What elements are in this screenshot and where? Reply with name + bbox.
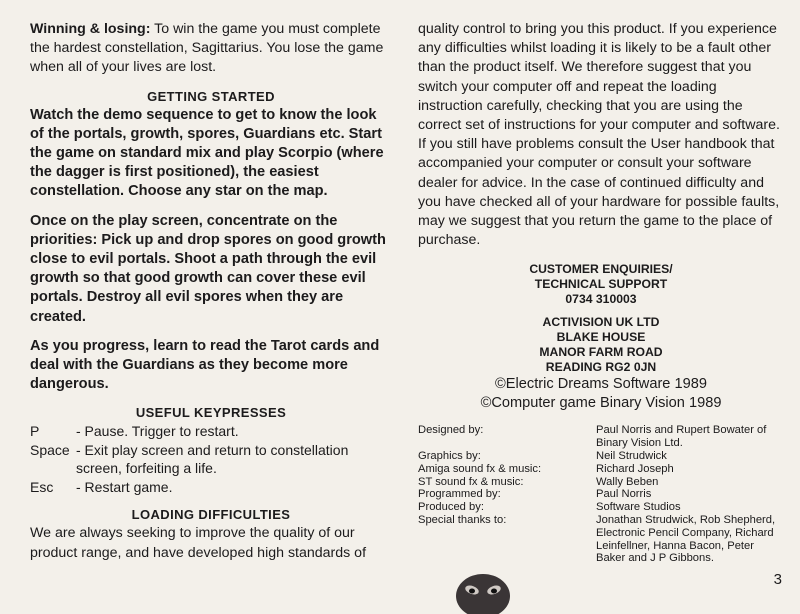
keypress-row <box>30 422 392 441</box>
winning-text: To win the game you must complete the hardest constellation, Sagittarius. You lose the game when all of your lives are lost. <box>30 21 384 76</box>
support-line: CUSTOMER ENQUIRIES/ <box>529 262 673 277</box>
address-line: BLAKE HOUSE <box>556 330 646 345</box>
credit-name: Software Studios <box>596 501 681 514</box>
credit-role: Designed by: <box>418 424 484 437</box>
loading-heading: LOADING DIFFICULTIES <box>131 507 291 523</box>
credits-list <box>418 424 784 565</box>
credit-row <box>418 501 784 514</box>
credit-role: Programmed by: <box>418 488 501 501</box>
credit-role: Amiga sound fx & music: <box>418 462 542 475</box>
credit-row <box>418 450 784 463</box>
address-block <box>418 315 784 375</box>
address-line: MANOR FARM ROAD <box>539 345 663 360</box>
credit-row <box>418 476 784 489</box>
keypress-row <box>30 441 392 478</box>
credit-row <box>418 514 784 565</box>
support-phone: 0734 310003 <box>565 292 637 307</box>
address-line: READING RG2 0JN <box>545 360 657 375</box>
support-line: TECHNICAL SUPPORT <box>534 277 668 292</box>
credit-name: Neil Strudwick <box>596 450 667 463</box>
page-number: 3 <box>773 571 782 588</box>
credit-name: Paul Norris <box>596 488 652 501</box>
winning-paragraph <box>30 20 392 78</box>
copyright-2: ©Computer game Binary Vision 1989 <box>480 394 722 411</box>
credit-role: ST sound fx & music: <box>418 475 524 488</box>
left-column <box>30 20 392 563</box>
credit-row <box>418 463 784 476</box>
credit-role: Graphics by: <box>418 450 481 463</box>
key-name: Space <box>30 441 70 458</box>
credit-row <box>418 488 784 501</box>
getting-started-para-2: Once on the play screen, concentrate on the priorities: Pick up and drop spores on good growth close to evil portals. Shoot a path through the evil growth so that good growth can cover these evil portals. Destroy all evil spores when they are created. <box>30 212 386 325</box>
guardian-mask-icon <box>452 570 514 614</box>
getting-started-para-3: As you progress, learn to read the Tarot cards and deal with the Guardians as they become more dangerous. <box>30 337 380 393</box>
key-description: - Pause. Trigger to restart. <box>76 423 239 440</box>
credit-name: Jonathan Strudwick, Rob Shepherd, Electronic Pencil Company, Richard Leinfellner, Hanna Bacon, Peter Baker and J P Gibbons. <box>596 514 776 565</box>
credit-name: Wally Beben <box>596 475 659 488</box>
right-column <box>418 20 784 565</box>
getting-started-heading: GETTING STARTED <box>147 88 275 104</box>
key-description: - Exit play screen and return to constellation screen, forfeiting a life. <box>76 441 349 477</box>
key-description: - Restart game. <box>76 478 173 495</box>
keypress-row <box>30 478 392 497</box>
loading-text: We are always seeking to improve the quality of our product range, and have developed high standards of <box>30 525 367 561</box>
quality-control-paragraph: quality control to bring you this product. If you experience any difficulties whilst loading it is likely to be a fault other than the product itself. We therefore suggest that you switch your computer off and repeat the loading instruction carefully, checking that you are using the correct set of instructions for your computer and software. If you still have problems consult the User handbook that accompanied your computer or consult your software dealer for advice. In the case of continued difficulty and you have checked all of your hardware for possible faults, may we suggest that you return the game to the place of purchase. <box>418 21 780 249</box>
key-name: P <box>30 423 40 440</box>
key-name: Esc <box>30 478 54 495</box>
copyright-1: ©Electric Dreams Software 1989 <box>495 376 707 393</box>
address-line: ACTIVISION UK LTD <box>542 315 660 330</box>
credit-name: Paul Norris and Rupert Bowater of Binary Vision Ltd. <box>596 424 767 450</box>
support-block <box>418 262 784 307</box>
winning-label: Winning & losing: <box>30 21 151 37</box>
keypresses-heading: USEFUL KEYPRESSES <box>135 405 287 421</box>
credit-role: Special thanks to: <box>418 514 507 527</box>
credit-row <box>418 424 784 450</box>
credit-role: Produced by: <box>418 501 484 514</box>
getting-started-para-1: Watch the demo sequence to get to know the look of the portals, growth, spores, Guardians etc. Start the game on standard mix and play Scorpio (where the dagger is first positioned), the easiest constellation. Choose any star on the map. <box>30 106 384 200</box>
credit-name: Richard Joseph <box>596 462 674 475</box>
